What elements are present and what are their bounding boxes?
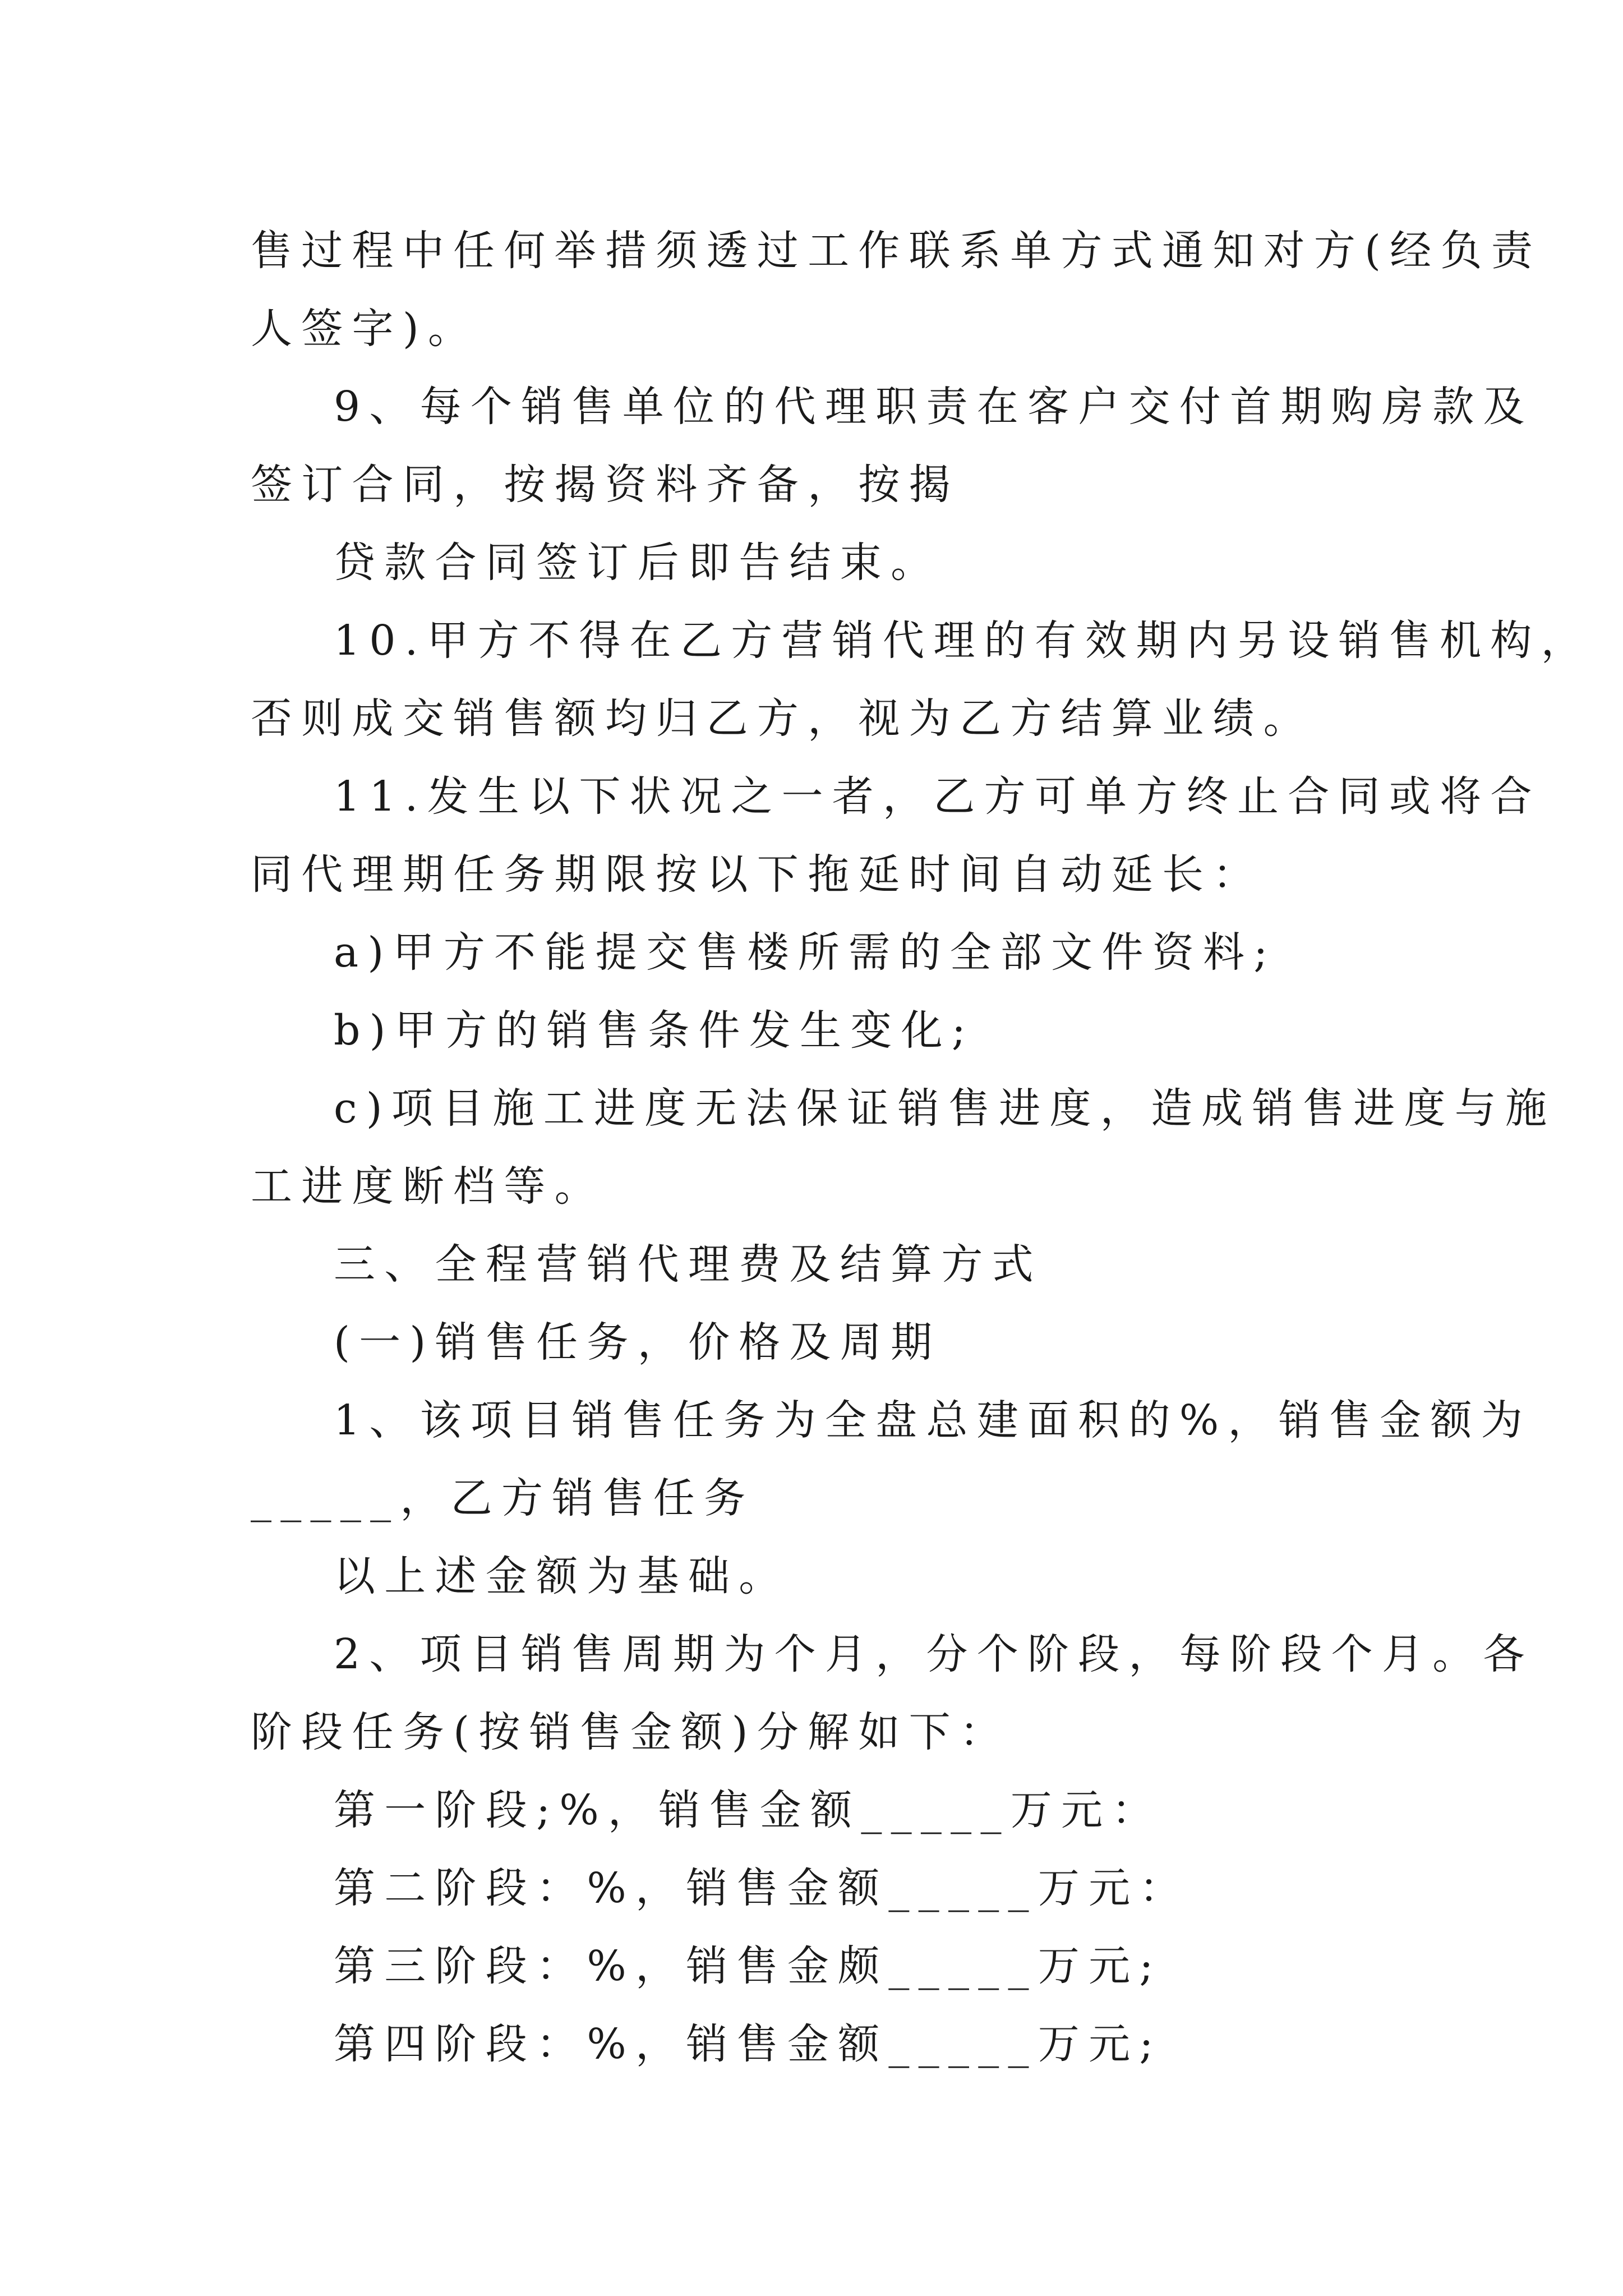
text-line: a)甲方不能提交售楼所需的全部文件资料; (334, 928, 1277, 977)
text-line: 同代理期任务期限按以下拖延时间自动延长： (251, 850, 1264, 899)
text-line: 11.发生以下状况之一者，乙方可单方终止合同或将合 (334, 772, 1541, 821)
text-line: 售过程中任何举措须透过工作联系单方式通知对方(经负责 (251, 227, 1542, 275)
stage-line: 第二阶段：%，销售金额_____万元： (334, 1864, 1190, 1912)
document-body (251, 212, 1592, 2083)
text-line: 签订合同，按揭资料齐备，按揭 (251, 461, 960, 509)
text-line: 10.甲方不得在乙方营销代理的有效期内另设销售机构， (334, 616, 1592, 665)
text-line: _____，乙方销售任务 (251, 1474, 755, 1522)
text-line: 工进度断档等。 (251, 1162, 605, 1211)
stage-line: 第三阶段：%，销售金颇_____万元; (334, 1942, 1163, 1990)
text-line: 阶段任务(按销售金额)分解如下： (251, 1708, 1011, 1756)
stage-line: 第四阶段：%，销售金额_____万元; (334, 2020, 1163, 2068)
text-line: c)项目施工进度无法保证销售进度，造成销售进度与施 (334, 1084, 1556, 1133)
text-line: 人签字)。 (251, 305, 479, 353)
text-line: 1、该项目销售任务为全盘总建面积的%，销售金额为 (334, 1396, 1532, 1444)
subsection-heading: (一)销售任务，价格及周期 (334, 1318, 942, 1366)
text-line: 贷款合同签订后即告结束。 (334, 539, 942, 587)
section-heading: 三、全程营销代理费及结算方式 (334, 1240, 1043, 1289)
text-line: 2、项目销售周期为个月，分个阶段，每阶段个月。各 (334, 1630, 1534, 1678)
text-line: 以上述金额为基础。 (334, 1552, 790, 1600)
stage-line: 第一阶段;%，销售金额_____万元： (334, 1786, 1163, 1834)
text-line: 9、每个销售单位的代理职责在客户交付首期购房款及 (334, 383, 1534, 431)
text-line: 否则成交销售额均归乙方，视为乙方结算业绩。 (251, 694, 1314, 743)
text-line: b)甲方的销售条件发生变化; (334, 1006, 975, 1055)
